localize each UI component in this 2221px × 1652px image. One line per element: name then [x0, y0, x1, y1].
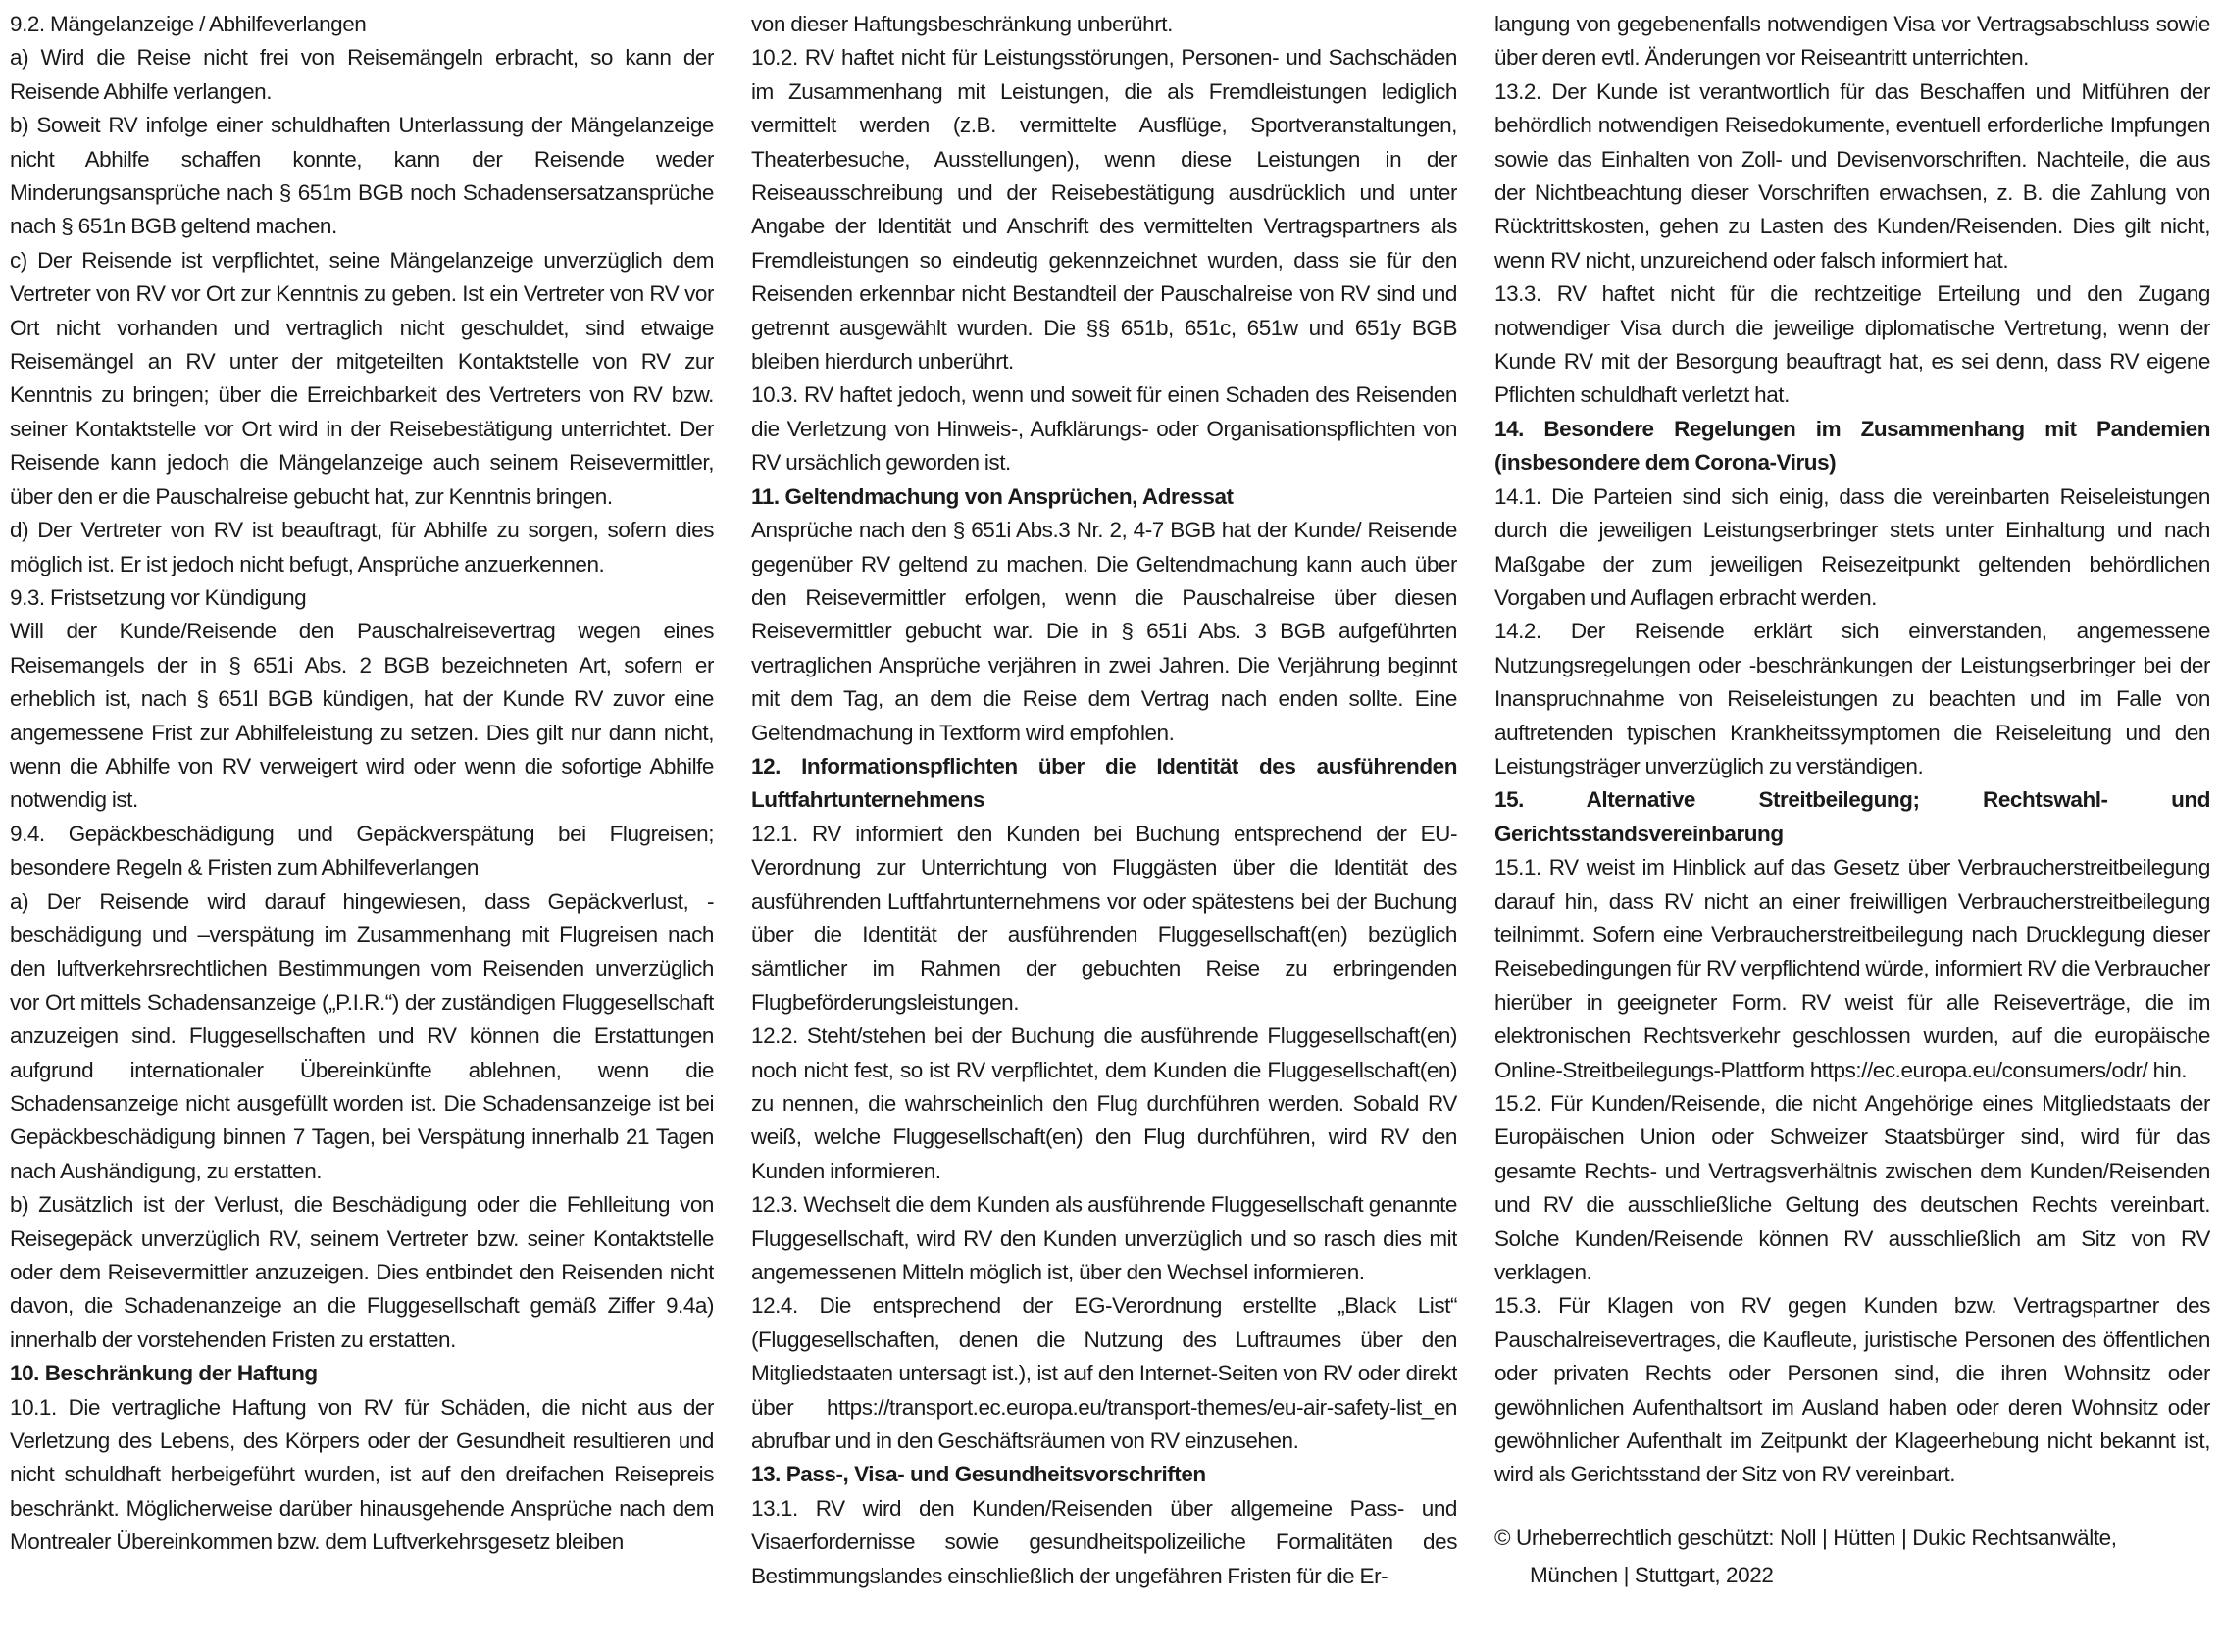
paragraph: von dieser Haftungsbeschränkung unberührt. — [751, 12, 1173, 36]
paragraph: 10.1. Die vertragliche Haftung von RV für Schäden, die nicht aus der Verletzung des Lebens, des Körpers oder der Gesundheit resultieren und nicht schuldhaft herbeigeführt wurden, ist auf den dreifachen Reisepreis beschränkt. Möglicherweise darüber hinausgehende Ansprüche nach dem Montrealer Übereinkommen bzw. dem Luftverkehrsgesetz bleiben — [10, 1394, 714, 1555]
paragraph: 9.4. Gepäckbeschädigung und Gepäckverspätung bei Flugreisen; besondere Regeln & Fristen zum Abhilfeverlangen — [10, 821, 714, 880]
paragraph: 12.4. Die entsprechend der EG-Verordnung erstellte „Black List“ (Fluggesellschaften, denen die Nutzung des Luftraumes über den Mitgliedstaaten untersagt ist.), ist auf den Internet-Seiten von RV oder direkt über https://transport.ec.europa.eu/transport-themes/eu-air-safety-list_en abrufbar und in den Geschäftsräumen von RV einzusehen. — [751, 1293, 1457, 1454]
column-2 — [751, 8, 1457, 1645]
paragraph: c) Der Reisende ist verpflichtet, seine Mängelanzeige unverzüglich dem Vertreter von RV vor Ort zur Kenntnis zu geben. Ist ein Vertreter von RV vor Ort nicht vorhanden und vertraglich nicht geschuldet, sind etwaige Reisemängel an RV unter der mitgeteilten Kontaktstelle von RV zur Kenntnis zu bringen; über die Erreichbarkeit des Vertreters von RV bzw. seiner Kontaktstelle vor Ort wird in der Reisebestätigung unterrichtet. Der Reisende kann jedoch die Mängelanzeige auch seinem Reisevermittler, über den er die Pauschalreise gebucht hat, zur Kenntnis bringen. — [10, 247, 714, 509]
column-3 — [1494, 8, 2210, 1645]
paragraph: 14.1. Die Parteien sind sich einig, dass die vereinbarten Reiseleistungen durch die jeweiligen Leistungserbringer stets unter Einhaltung und nach Maßgabe der zum jeweiligen Reisezeitpunkt geltenden behördlichen Vorgaben und Auflagen erbracht werden. — [1494, 483, 2210, 610]
paragraph: 12.3. Wechselt die dem Kunden als ausführende Fluggesellschaft genannte Fluggesellschaft, wird RV den Kunden unverzüglich und so rasch dies mit angemessenen Mitteln möglich ist, über den Wechsel informieren. — [751, 1192, 1457, 1285]
paragraph: 15.3. Für Klagen von RV gegen Kunden bzw. Vertragspartner des Pauschalreisevertrages, die Kaufleute, juristische Personen des öffentlichen oder privaten Rechts oder Personen sind, die ihren Wohnsitz oder gewöhnlichen Aufenthaltsort im Ausland haben oder deren Wohnsitz oder gewöhnlicher Aufenthalt im Zeitpunkt der Klageerhebung nicht bekannt ist, wird als Gerichtsstand der Sitz von RV vereinbart. — [1494, 1293, 2210, 1487]
paragraph: 13.2. Der Kunde ist verantwortlich für das Beschaffen und Mitführen der behördlich notwendigen Reisedokumente, eventuell erforderliche Impfungen sowie das Einhalten von Zoll- und Devisenvorschriften. Nachteile, die aus der Nichtbeachtung dieser Vorschriften erwachsen, z. B. die Zahlung von Rücktrittskosten, gehen zu Lasten des Kunden/Reisenden. Dies gilt nicht, wenn RV nicht, unzureichend oder falsch informiert hat. — [1494, 78, 2210, 273]
paragraph: 13.1. RV wird den Kunden/Reisenden über allgemeine Pass- und Visaerfordernisse sowie gesundheitspolizeiliche Formalitäten des Bestimmungslandes einschließlich der ungefähren Fristen für die Er- — [751, 1495, 1457, 1588]
paragraph: a) Wird die Reise nicht frei von Reisemängeln erbracht, so kann der Reisende Abhilfe verlangen. — [10, 45, 714, 104]
section-heading: 11. Geltendmachung von Ansprüchen, Adressat — [751, 483, 1234, 509]
copyright-line-2: München | Stuttgart, 2022 — [1530, 1562, 1774, 1587]
paragraph: 9.3. Fristsetzung vor Kündigung — [10, 584, 307, 610]
paragraph: 9.2. Mängelanzeige / Abhilfeverlangen — [10, 12, 367, 36]
paragraph: d) Der Vertreter von RV ist beauftragt, für Abhilfe zu sorgen, sofern dies möglich ist. Er ist jedoch nicht befugt, Ansprüche anzuerkennen. — [10, 518, 714, 576]
section-heading: 12. Informationspflichten über die Identität des ausführenden Luftfahrtunternehmens — [751, 753, 1457, 813]
copyright-line-1: © Urheberrechtlich geschützt: Noll | Hütten | Dukic Rechtsanwälte, — [1494, 1525, 2117, 1550]
section-heading: 15. Alternative Streitbeilegung; Rechtswahl- und Gerichtsstandsvereinbarung — [1494, 787, 2210, 846]
paragraph: langung von gegebenenfalls notwendigen Visa vor Vertragsabschluss sowie über deren evtl. Änderungen vor Reiseantritt unterrichten. — [1494, 12, 2210, 71]
paragraph: 15.2. Für Kunden/Reisende, die nicht Angehörige eines Mitgliedstaats der Europäischen Union oder Schweizer Staatsbürger sind, wird für das gesamte Rechts- und Vertragsverhältnis zwischen dem Kunden/Reisenden und RV die ausschließliche Geltung des deutschen Rechts vereinbart. Solche Kunden/Reisende können RV ausschließlich am Sitz von RV verklagen. — [1494, 1091, 2210, 1285]
paragraph: 12.1. RV informiert den Kunden bei Buchung entsprechend der EU-Verordnung zur Unterrichtung von Fluggästen über die Identität des ausführenden Luftfahrtunternehmens vor oder spätestens bei der Buchung über die Identität der ausführenden Fluggesellschaft(en) bezüglich sämtlicher im Rahmen der gebuchten Reise zu erbringenden Flugbeförderungsleistungen. — [751, 821, 1457, 1015]
section-heading: 14. Besondere Regelungen im Zusammenhang mit Pandemien (insbesondere dem Corona-Virus) — [1494, 416, 2210, 476]
paragraph: 13.3. RV haftet nicht für die rechtzeitige Erteilung und den Zugang notwendiger Visa durch die jeweilige diplomatische Vertretung, wenn der Kunde RV mit der Besorgung beauftragt hat, es sei denn, dass RV eigene Pflichten schuldhaft verletzt hat. — [1494, 281, 2210, 408]
paragraph: Will der Kunde/Reisende den Pauschalreisevertrag wegen eines Reisemangels der in § 651i Abs. 2 BGB bezeichneten Art, sofern er erheblich ist, nach § 651l BGB kündigen, hat der Kunde RV zuvor eine angemessene Frist zur Abhilfeleistung zu setzen. Dies gilt nur dann nicht, wenn die Abhilfe von RV verweigert wird oder wenn die sofortige Abhilfe notwendig ist. — [10, 619, 714, 813]
section-heading: 13. Pass-, Visa- und Gesundheitsvorschriften — [751, 1462, 1206, 1487]
section-heading: 10. Beschränkung der Haftung — [10, 1361, 318, 1386]
copyright-notice — [1494, 1520, 2210, 1594]
paragraph: 10.2. RV haftet nicht für Leistungsstörungen, Personen- und Sachschäden im Zusammenhang mit Leistungen, die als Fremdleistungen lediglich vermittelt werden (z.B. vermittelte Ausflüge, Sportveranstaltungen, Theaterbesuche, Ausstellungen), wenn diese Leistungen in der Reiseausschreibung und der Reisebestätigung ausdrücklich und unter Angabe der Identität und Anschrift des vermittelten Vertragspartners als Fremdleistungen so eindeutig gekennzeichnet wurden, dass sie für den Reisenden erkennbar nicht Bestandteil der Pauschalreise von RV sind und getrennt ausgewählt wurden. Die §§ 651b, 651c, 651w und 651y BGB bleiben hierdurch unberührt. — [751, 45, 1457, 375]
copyright-spacer — [1494, 1492, 2210, 1520]
paragraph: Ansprüche nach den § 651i Abs.3 Nr. 2, 4-7 BGB hat der Kunde/ Reisende gegenüber RV geltend zu machen. Die Geltendmachung kann auch über den Reisevermittler erfolgen, wenn die Pauschalreise über diesen Reisevermittler gebucht war. Die in § 651i Abs. 3 BGB aufgeführten vertraglichen Ansprüche verjähren in zwei Jahren. Die Verjährung beginnt mit dem Tag, an dem die Reise dem Vertrag nach enden sollte. Eine Geltendmachung in Textform wird empfohlen. — [751, 518, 1457, 745]
paragraph: 14.2. Der Reisende erklärt sich einverstanden, angemessene Nutzungsregelungen oder -beschränkungen der Leistungserbringer bei der Inanspruchnahme von Reiseleistungen zu beachten und im Falle von auftretenden typischen Krankheitssymptomen die Reiseleitung und den Leistungsträger unverzüglich zu verständigen. — [1494, 619, 2210, 778]
paragraph: a) Der Reisende wird darauf hingewiesen, dass Gepäckverlust, -beschädigung und –verspätung im Zusammenhang mit Flugreisen nach den luftverkehrsrechtlichen Bestimmungen vom Reisenden unverzüglich vor Ort mittels Schadensanzeige („P.I.R.“) der zuständigen Fluggesellschaft anzuzeigen sind. Fluggesellschaften und RV können die Erstattungen aufgrund internationaler Übereinkünfte ablehnen, wenn die Schadensanzeige nicht ausgefüllt worden ist. Die Schadensanzeige ist bei Gepäckbeschädigung binnen 7 Tagen, bei Verspätung innerhalb 21 Tagen nach Aushändigung, zu erstatten. — [10, 888, 714, 1183]
paragraph: 10.3. RV haftet jedoch, wenn und soweit für einen Schaden des Reisenden die Verletzung von Hinweis-, Aufklärungs- oder Organisationspflichten von RV ursächlich geworden ist. — [751, 382, 1457, 476]
paragraph: b) Soweit RV infolge einer schuldhaften Unterlassung der Mängelanzeige nicht Abhilfe schaffen konnte, kann der Reisende weder Minderungsansprüche nach § 651m BGB noch Schadensersatzansprüche nach § 651n BGB geltend machen. — [10, 113, 714, 239]
paragraph: 15.1. RV weist im Hinblick auf das Gesetz über Verbraucherstreitbeilegung darauf hin, dass RV nicht an einer freiwilligen Verbraucherstreitbeilegung teilnimmt. Sofern eine Verbraucherstreitbeilegung nach Drucklegung dieser Reisebedingungen für RV verpflichtend würde, informiert RV die Verbraucher hierüber in geeigneter Form. RV weist für alle Reiseverträge, die im elektronischen Rechtsverkehr geschlossen wurden, auf die europäische Online-Streitbeilegungs-Plattform https://ec.europa.eu/consumers/odr/ hin. — [1494, 855, 2210, 1082]
column-3-blocks — [1494, 8, 2210, 1492]
paragraph: 12.2. Steht/stehen bei der Buchung die ausführende Fluggesellschaft(en) noch nicht fest, so ist RV verpflichtet, dem Kunden die Fluggesellschaft(en) zu nennen, die wahrscheinlich den Flug durchführen werden. Sobald RV weiß, welche Fluggesellschaft(en) den Flug durchführen, wird RV den Kunden informieren. — [751, 1024, 1457, 1183]
paragraph: b) Zusätzlich ist der Verlust, die Beschädigung oder die Fehlleitung von Reisegepäck unverzüglich RV, seinem Vertreter bzw. seiner Kontaktstelle oder dem Reisevermittler anzuzeigen. Dies entbindet den Reisenden nicht davon, die Schadenanzeige an die Fluggesellschaft gemäß Ziffer 9.4a) innerhalb der vorstehenden Fristen zu erstatten. — [10, 1192, 714, 1352]
column-1 — [10, 8, 714, 1645]
